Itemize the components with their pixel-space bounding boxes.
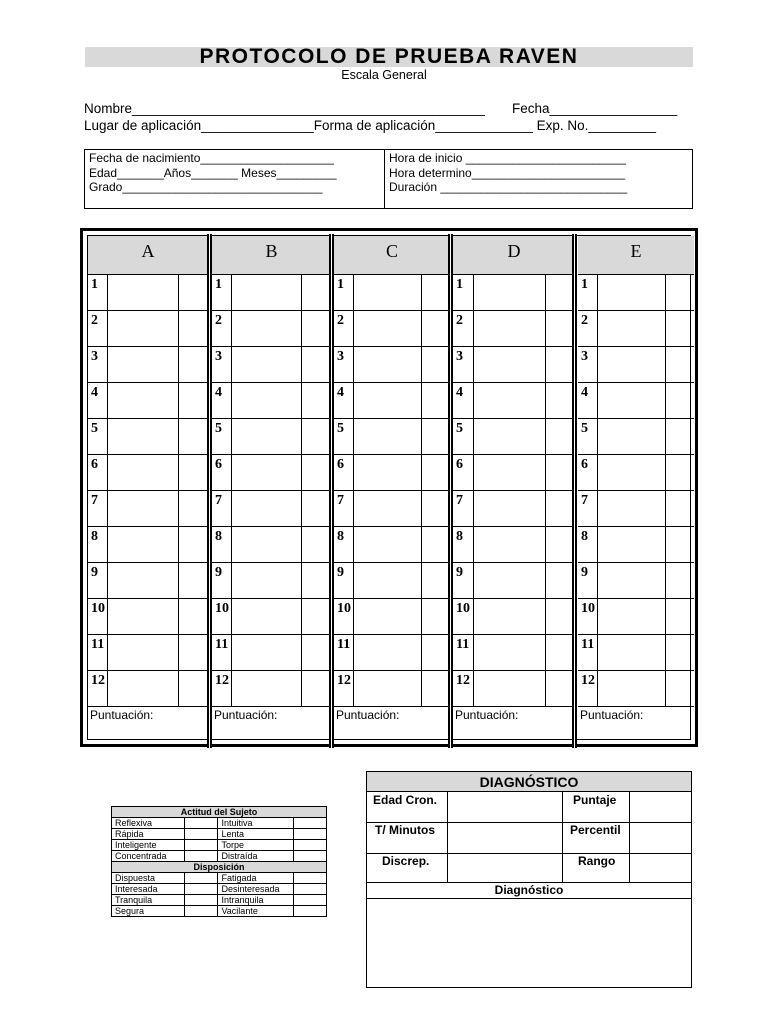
answer-row[interactable] xyxy=(88,563,208,599)
item-number: 11 xyxy=(215,637,229,652)
column-separator xyxy=(448,234,453,748)
series-header: C xyxy=(334,236,450,275)
range-label: Rango xyxy=(578,854,616,868)
item-number: 3 xyxy=(581,349,588,364)
item-number: 6 xyxy=(456,457,463,472)
page-subtitle: Escala General xyxy=(341,68,427,82)
item-number: 2 xyxy=(337,313,344,328)
answer-row[interactable] xyxy=(212,491,331,527)
item-number: 12 xyxy=(456,673,470,688)
answer-row[interactable] xyxy=(453,491,575,527)
diagnosis-divider xyxy=(562,792,563,883)
item-number: 9 xyxy=(91,565,98,580)
age-field[interactable]: Edad_______Años_______ Meses_________ xyxy=(89,165,337,180)
answer-row[interactable] xyxy=(453,419,575,455)
item-number: 4 xyxy=(456,385,463,400)
grid-divider xyxy=(597,275,598,707)
attitude-table xyxy=(111,806,327,917)
item-number: 9 xyxy=(456,565,463,580)
series-column-e xyxy=(578,236,694,741)
item-number: 8 xyxy=(456,529,463,544)
diagnosis-divider xyxy=(447,792,448,883)
answer-row[interactable] xyxy=(212,563,331,599)
attitude-checkbox[interactable] xyxy=(293,840,326,851)
item-number: 6 xyxy=(337,457,344,472)
item-number: 6 xyxy=(91,457,98,472)
answer-row[interactable] xyxy=(212,635,331,671)
attitude-checkbox[interactable] xyxy=(185,873,218,884)
score-field[interactable]: Puntuación: xyxy=(580,708,644,722)
grid-divider xyxy=(301,275,302,707)
answer-row[interactable] xyxy=(88,311,208,347)
attitude-label: Tranquila xyxy=(112,895,185,906)
column-separator xyxy=(329,234,334,748)
item-number: 10 xyxy=(337,601,351,616)
answer-row[interactable] xyxy=(334,635,450,671)
answer-row[interactable] xyxy=(453,383,575,419)
attitude-row xyxy=(112,818,327,829)
end-time-field[interactable]: Hora determino_______________________ xyxy=(389,165,626,180)
item-number: 12 xyxy=(91,673,105,688)
date-field[interactable]: Fecha_________________ xyxy=(512,101,678,116)
grid-divider xyxy=(421,275,422,707)
item-number: 10 xyxy=(215,601,229,616)
answer-row[interactable] xyxy=(453,275,575,311)
answer-row[interactable] xyxy=(578,671,694,707)
item-number: 7 xyxy=(456,493,463,508)
info-box xyxy=(84,149,693,209)
answer-row[interactable] xyxy=(578,635,694,671)
series-column-d xyxy=(453,236,575,741)
item-number: 7 xyxy=(337,493,344,508)
item-number: 5 xyxy=(337,421,344,436)
answer-grid xyxy=(80,228,698,747)
answer-row[interactable] xyxy=(212,275,331,311)
answer-row[interactable] xyxy=(453,635,575,671)
answer-row[interactable] xyxy=(88,275,208,311)
attitude-label: Intranquila xyxy=(218,895,293,906)
attitude-label: Vacilante xyxy=(218,906,293,917)
answer-row[interactable] xyxy=(88,347,208,383)
item-number: 8 xyxy=(91,529,98,544)
attitude-checkbox[interactable] xyxy=(185,829,218,840)
attitude-label: Distraída xyxy=(218,851,293,862)
column-separator xyxy=(572,234,577,748)
attitude-section-header: Disposición xyxy=(112,862,327,873)
answer-row[interactable] xyxy=(453,455,575,491)
answer-row[interactable] xyxy=(212,311,331,347)
attitude-checkbox[interactable] xyxy=(293,818,326,829)
grid-divider xyxy=(545,275,546,707)
attitude-label: Lenta xyxy=(218,829,293,840)
item-number: 12 xyxy=(581,673,595,688)
attitude-label: Intuitiva xyxy=(218,818,293,829)
diagnosis-row-line xyxy=(367,898,691,899)
attitude-label: Segura xyxy=(112,906,185,917)
item-number: 8 xyxy=(581,529,588,544)
attitude-row xyxy=(112,851,327,862)
grid-divider xyxy=(231,275,232,707)
item-number: 9 xyxy=(581,565,588,580)
answer-row[interactable] xyxy=(578,347,694,383)
grade-field[interactable]: Grado______________________________ xyxy=(89,180,323,194)
answer-row[interactable] xyxy=(453,671,575,707)
attitude-label: Torpe xyxy=(218,840,293,851)
item-number: 4 xyxy=(581,385,588,400)
item-number: 3 xyxy=(91,349,98,364)
grid-divider xyxy=(665,275,666,707)
answer-row[interactable] xyxy=(578,455,694,491)
item-number: 8 xyxy=(337,529,344,544)
item-number: 5 xyxy=(456,421,463,436)
grid-divider xyxy=(107,275,108,707)
answer-row[interactable] xyxy=(334,419,450,455)
answer-row[interactable] xyxy=(88,455,208,491)
attitude-label: Concentrada xyxy=(112,851,185,862)
diagnosis-title: DIAGNÓSTICO xyxy=(367,772,691,792)
item-number: 5 xyxy=(581,421,588,436)
item-number: 1 xyxy=(337,277,344,292)
item-number: 5 xyxy=(91,421,98,436)
attitude-row xyxy=(112,895,327,906)
attitude-label: Interesada xyxy=(112,884,185,895)
answer-row[interactable] xyxy=(334,491,450,527)
item-number: 3 xyxy=(456,349,463,364)
item-number: 12 xyxy=(215,673,229,688)
attitude-checkbox[interactable] xyxy=(293,851,326,862)
attitude-label: Fatigada xyxy=(218,873,293,884)
answer-row[interactable] xyxy=(453,563,575,599)
answer-row[interactable] xyxy=(212,347,331,383)
answer-row[interactable] xyxy=(578,275,694,311)
answer-row[interactable] xyxy=(578,419,694,455)
score-field[interactable]: Puntuación: xyxy=(214,708,278,722)
item-number: 7 xyxy=(581,493,588,508)
answer-row[interactable] xyxy=(88,527,208,563)
attitude-checkbox[interactable] xyxy=(185,895,218,906)
grid-divider xyxy=(178,275,179,707)
answer-row[interactable] xyxy=(578,563,694,599)
attitude-row xyxy=(112,906,327,917)
column-separator xyxy=(207,234,212,748)
attitude-checkbox[interactable] xyxy=(185,818,218,829)
answer-row[interactable] xyxy=(578,311,694,347)
answer-row[interactable] xyxy=(334,527,450,563)
answer-row[interactable] xyxy=(88,419,208,455)
item-number: 11 xyxy=(456,637,470,652)
item-number: 1 xyxy=(581,277,588,292)
attitude-checkbox[interactable] xyxy=(293,906,326,917)
attitude-checkbox[interactable] xyxy=(293,884,326,895)
score-field[interactable]: Puntuación: xyxy=(90,708,154,722)
grid-divider xyxy=(353,275,354,707)
answer-row[interactable] xyxy=(212,599,331,635)
start-time-field[interactable]: Hora de inicio ________________________ xyxy=(389,151,626,165)
diagnosis-box xyxy=(366,771,692,988)
answer-row[interactable] xyxy=(334,347,450,383)
item-number: 10 xyxy=(91,601,105,616)
item-number: 11 xyxy=(337,637,351,652)
item-number: 2 xyxy=(215,313,222,328)
item-number: 5 xyxy=(215,421,222,436)
answer-row[interactable] xyxy=(578,383,694,419)
info-box-divider xyxy=(384,150,385,208)
item-number: 1 xyxy=(456,277,463,292)
item-number: 3 xyxy=(215,349,222,364)
answer-row[interactable] xyxy=(578,491,694,527)
item-number: 7 xyxy=(215,493,222,508)
answer-row[interactable] xyxy=(334,383,450,419)
score-field[interactable]: Puntuación: xyxy=(336,708,400,722)
attitude-label: Reflexiva xyxy=(112,818,185,829)
answer-row[interactable] xyxy=(453,527,575,563)
item-number: 3 xyxy=(337,349,344,364)
item-number: 6 xyxy=(581,457,588,472)
info-box-left xyxy=(89,151,337,195)
percentile-label: Percentil xyxy=(570,823,621,837)
attitude-checkbox[interactable] xyxy=(293,829,326,840)
item-number: 4 xyxy=(337,385,344,400)
attitude-row xyxy=(112,873,327,884)
attitude-checkbox[interactable] xyxy=(185,906,218,917)
application-field-line[interactable]: Lugar de aplicación_______________Forma de aplicación_____________ Exp. No._________ xyxy=(84,118,656,133)
item-number: 1 xyxy=(91,277,98,292)
item-number: 1 xyxy=(215,277,222,292)
chrono-age-label: Edad Cron. xyxy=(373,793,438,807)
series-column-a xyxy=(88,236,208,741)
answer-row[interactable] xyxy=(88,599,208,635)
birthdate-field[interactable]: Fecha de nacimiento____________________ xyxy=(89,151,334,165)
series-header: B xyxy=(212,236,331,275)
item-number: 4 xyxy=(215,385,222,400)
item-number: 2 xyxy=(581,313,588,328)
page-title: PROTOCOLO DE PRUEBA RAVEN xyxy=(85,47,693,67)
item-number: 2 xyxy=(91,313,98,328)
info-box-right xyxy=(389,151,627,195)
attitude-checkbox[interactable] xyxy=(293,895,326,906)
answer-row[interactable] xyxy=(212,419,331,455)
answer-row[interactable] xyxy=(212,671,331,707)
score-field[interactable]: Puntuación: xyxy=(455,708,519,722)
attitude-row xyxy=(112,829,327,840)
item-number: 10 xyxy=(456,601,470,616)
answer-row[interactable] xyxy=(212,455,331,491)
answer-row[interactable] xyxy=(453,347,575,383)
series-header: E xyxy=(578,236,694,275)
discrepancy-label: Discrep. xyxy=(382,854,430,868)
answer-row[interactable] xyxy=(212,383,331,419)
attitude-label: Dispuesta xyxy=(112,873,185,884)
minutes-label: T/ Minutos xyxy=(375,823,435,837)
answer-row[interactable] xyxy=(88,671,208,707)
answer-row[interactable] xyxy=(334,455,450,491)
series-header: A xyxy=(88,236,208,275)
answer-row[interactable] xyxy=(334,563,450,599)
attitude-label: Desinteresada xyxy=(218,884,293,895)
item-number: 2 xyxy=(456,313,463,328)
series-column-b xyxy=(212,236,331,741)
attitude-checkbox[interactable] xyxy=(293,873,326,884)
diagnosis-divider xyxy=(629,792,630,883)
attitude-checkbox[interactable] xyxy=(185,851,218,862)
attitude-checkbox[interactable] xyxy=(185,840,218,851)
item-number: 12 xyxy=(337,673,351,688)
answer-row[interactable] xyxy=(334,671,450,707)
answer-row[interactable] xyxy=(88,491,208,527)
item-number: 9 xyxy=(215,565,222,580)
item-number: 7 xyxy=(91,493,98,508)
answer-row[interactable] xyxy=(212,527,331,563)
item-number: 6 xyxy=(215,457,222,472)
item-number: 10 xyxy=(581,601,595,616)
series-column-c xyxy=(334,236,450,741)
grid-divider xyxy=(473,275,474,707)
answer-row[interactable] xyxy=(88,635,208,671)
answer-row[interactable] xyxy=(453,311,575,347)
attitude-label: Inteligente xyxy=(112,840,185,851)
item-number: 11 xyxy=(581,637,595,652)
item-number: 8 xyxy=(215,529,222,544)
duration-field[interactable]: Duración ____________________________ xyxy=(389,180,628,194)
answer-row[interactable] xyxy=(88,383,208,419)
answer-row[interactable] xyxy=(334,311,450,347)
answer-row[interactable] xyxy=(453,599,575,635)
attitude-label: Rápida xyxy=(112,829,185,840)
attitude-row xyxy=(112,840,327,851)
series-header: D xyxy=(453,236,575,275)
answer-row[interactable] xyxy=(334,599,450,635)
answer-row[interactable] xyxy=(578,599,694,635)
answer-row[interactable] xyxy=(334,275,450,311)
item-number: 9 xyxy=(337,565,344,580)
attitude-section-header: Actitud del Sujeto xyxy=(112,807,327,818)
item-number: 4 xyxy=(91,385,98,400)
answer-grid-inner xyxy=(87,235,691,740)
name-field[interactable]: Nombre_______________________________________________ xyxy=(84,101,485,116)
attitude-row xyxy=(112,884,327,895)
answer-row[interactable] xyxy=(578,527,694,563)
item-number: 11 xyxy=(91,637,105,652)
attitude-checkbox[interactable] xyxy=(185,884,218,895)
score-label: Puntaje xyxy=(573,793,617,807)
diagnosis-footer-label: Diagnóstico xyxy=(494,883,564,897)
